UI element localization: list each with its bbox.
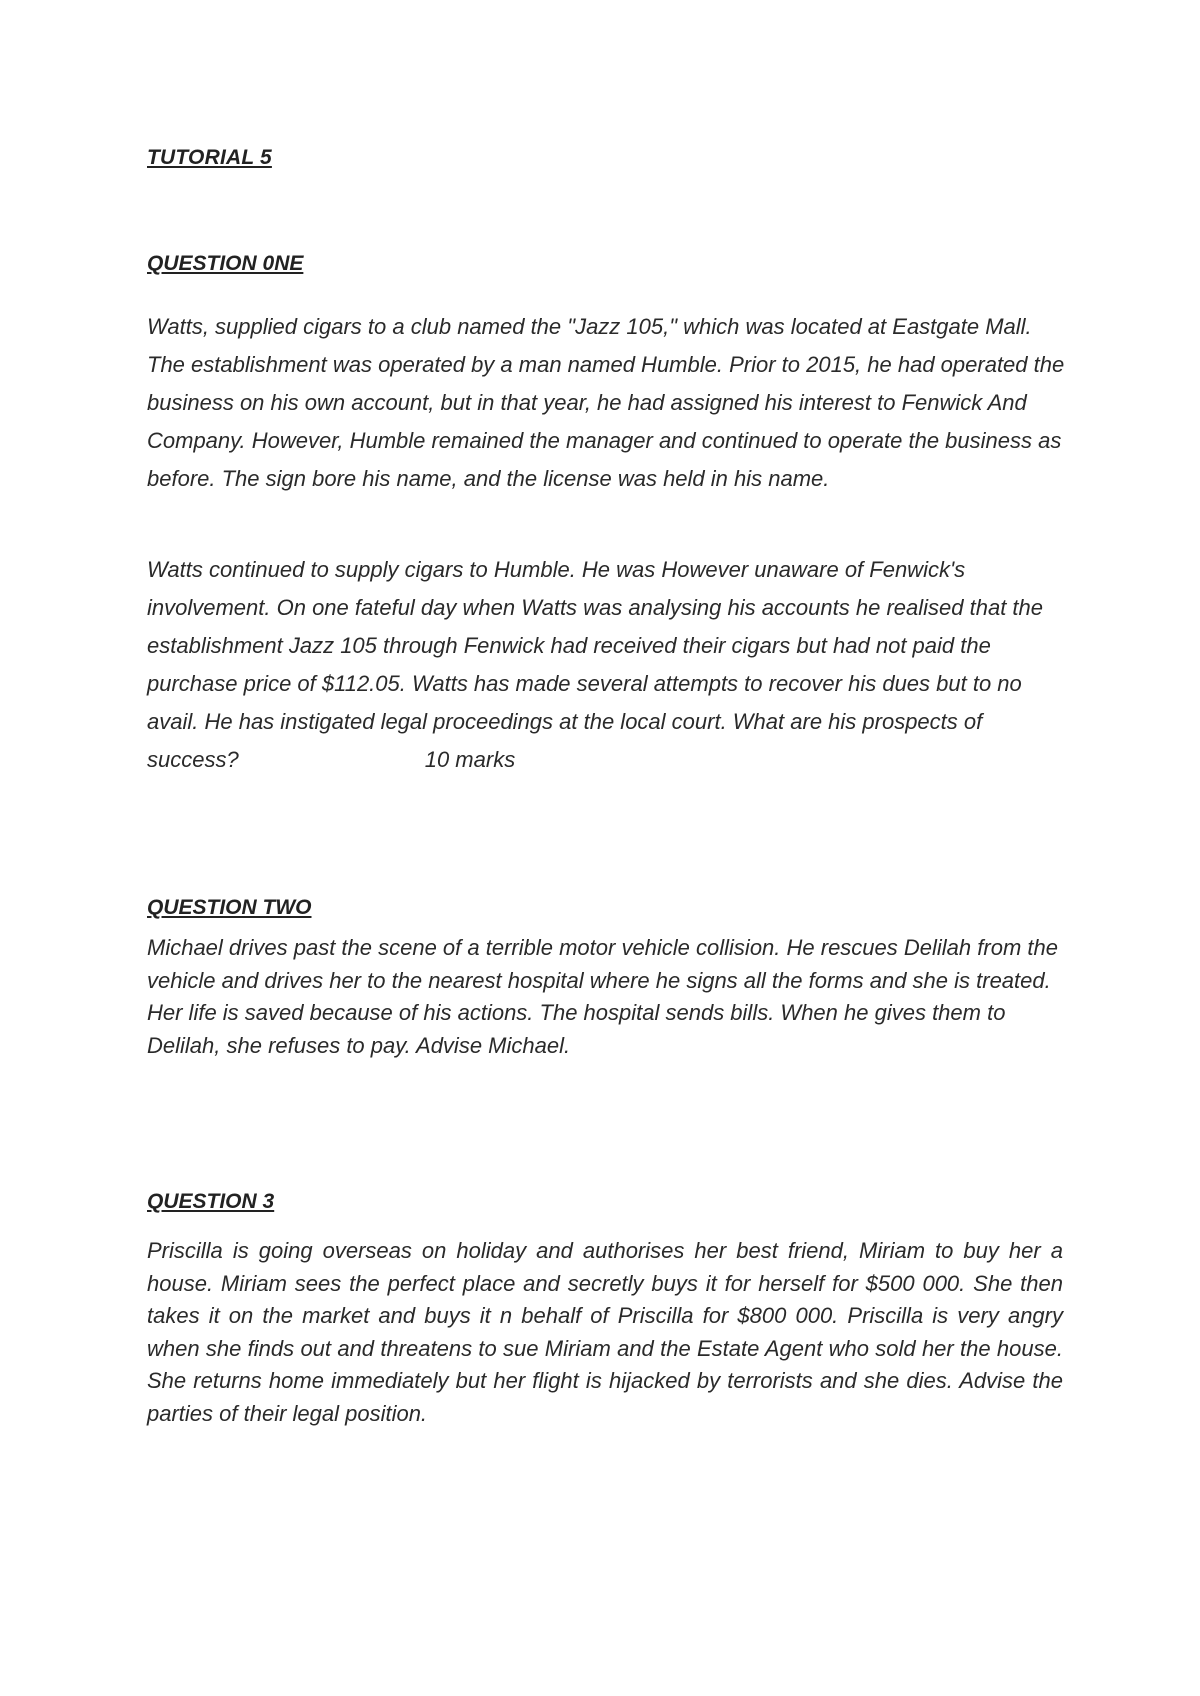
question-two-heading: QUESTION TWO — [147, 896, 312, 919]
question-three-heading: QUESTION 3 — [147, 1190, 275, 1213]
question-one-paragraph-2 — [147, 551, 1067, 779]
question-two-paragraph: Michael drives past the scene of a terrible motor vehicle collision. He rescues Delilah from the vehicle and drives her to the nearest hospital where he signs all the forms and she is treated. Her life is saved because of his actions. The hospital sends bills. When he gives them to Delilah, she refuses to pay. Advise Michael. — [147, 935, 1058, 1058]
question-one-paragraph-2-text: Watts continued to supply cigars to Humble. He was However unaware of Fenwick's involvement. On one fateful day when Watts was analysing his accounts he realised that the establishment Jazz 105 through Fenwick had received their cigars but had not paid the purchase price of $112.05. Watts has made several attempts to recover his dues but to no avail. He has instigated legal proceedings at the local court. What are his prospects of success? — [147, 557, 1043, 772]
question-one-heading: QUESTION 0NE — [147, 252, 304, 275]
question-one-marks: 10 marks — [424, 747, 516, 772]
question-three-paragraph: Priscilla is going overseas on holiday and authorises her best friend, Miriam to buy her a house. Miriam sees the perfect place and secretly buys it for herself for $500 000. She then takes it on the market and buys it n behalf of Priscilla for $800 000. Priscilla is very angry when she finds out and threatens to sue Miriam and the Estate Agent who sold her the house. She returns home immediately but her flight is hijacked by terrorists and she dies. Advise the parties of their legal position. — [147, 1238, 1063, 1426]
question-one-paragraph-1: Watts, supplied cigars to a club named the "Jazz 105," which was located at Eastgate Mall. The establishment was operated by a man named Humble. Prior to 2015, he had operated the business on his own account, but in that year, he had assigned his interest to Fenwick And Company. However, Humble remained the manager and continued to operate the business as before. The sign bore his name, and the license was held in his name. — [147, 314, 1065, 491]
page-title: TUTORIAL 5 — [147, 146, 272, 169]
